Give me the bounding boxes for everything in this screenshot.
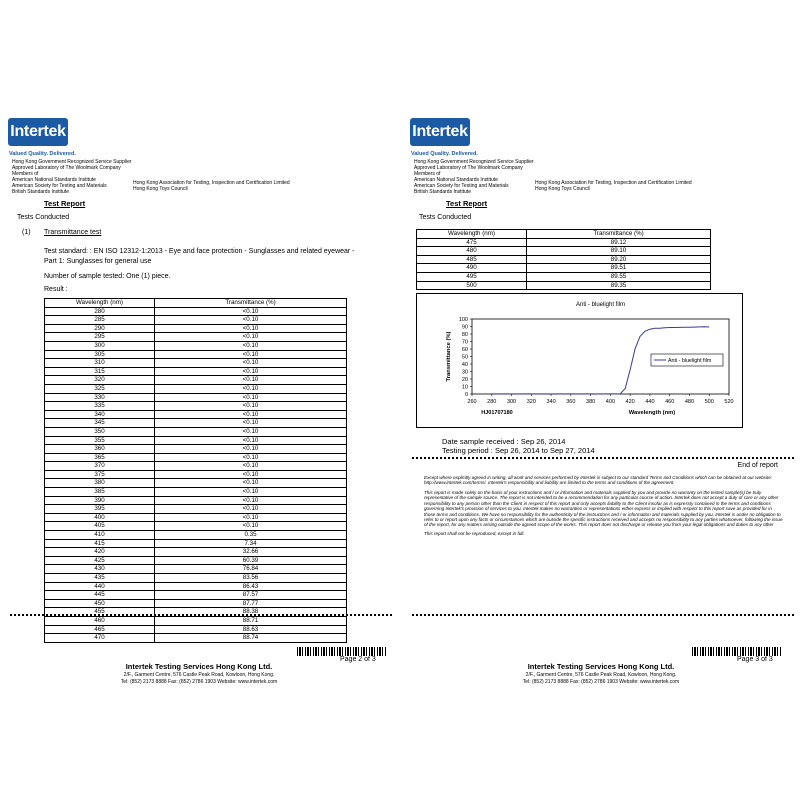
table-row <box>45 341 347 350</box>
header-line: Approved Laboratory of The Woolmark Company <box>414 165 523 171</box>
table-row <box>45 634 347 643</box>
transmittance-cell: <0.10 <box>155 436 347 445</box>
transmittance-cell: <0.10 <box>155 333 347 342</box>
report-title: Test Report <box>446 199 488 208</box>
transmittance-cell: <0.10 <box>155 410 347 419</box>
sample-count: Number of sample tested: One (1) piece. <box>44 273 171 280</box>
table-row <box>417 264 711 273</box>
wavelength-cell: 305 <box>45 350 155 359</box>
header-line: Hong Kong Government Recognized Service Supplier <box>414 159 534 165</box>
report-page-3 <box>402 0 800 800</box>
transmittance-cell: 89.20 <box>527 255 711 264</box>
header-line: Members of <box>12 171 39 177</box>
x-tick-label: 500 <box>704 399 714 405</box>
header-line: Approved Laboratory of The Woolmark Company <box>12 165 121 171</box>
wavelength-cell: 345 <box>45 419 155 428</box>
x-tick-label: 320 <box>526 399 536 405</box>
transmittance-cell: 89.12 <box>527 238 711 247</box>
transmittance-cell: <0.10 <box>155 427 347 436</box>
transmittance-cell: 89.55 <box>527 272 711 281</box>
wavelength-cell: 290 <box>45 324 155 333</box>
wavelength-cell: 340 <box>45 410 155 419</box>
x-tick-label: 400 <box>605 399 615 405</box>
table-row <box>45 565 347 574</box>
transmittance-cell: <0.10 <box>155 324 347 333</box>
wavelength-cell: 395 <box>45 505 155 514</box>
transmittance-cell: <0.10 <box>155 350 347 359</box>
x-tick-label: 520 <box>724 399 734 405</box>
table-row <box>45 436 347 445</box>
table-row <box>45 453 347 462</box>
table-row <box>417 272 711 281</box>
header-line: American National Standards Institute <box>414 177 498 183</box>
wavelength-cell: 315 <box>45 367 155 376</box>
column-header: Transmittance (%) <box>155 299 347 308</box>
transmittance-cell: 0.35 <box>155 531 347 540</box>
wavelength-cell: 475 <box>417 238 527 247</box>
table-row <box>45 625 347 634</box>
disclaimer-reproduction: This report shall not be reproduced, except in full. <box>424 531 525 536</box>
x-tick-label: 340 <box>546 399 556 405</box>
wavelength-cell: 335 <box>45 402 155 411</box>
transmittance-cell: 89.51 <box>527 264 711 273</box>
y-tick-label: 90 <box>461 324 468 331</box>
disclaimer-liability: This report is made solely on the basis of your instructions and / or information and materials supplied by you and provide no warranty on the tested sample(s) be truly representative of the sample source. The report is not intended to be a recommendation for any particular course of action. Intertek does not accept a duty of care or any other responsibility to any person other than the Client in respect of this report and only accepts liability to the Client insofar as is expressly contained in the terms and conditions governing Intertek's provision of services to you. Intertek makes no warranties or representations either express or implied with respect to this report save as provided for in those terms and conditions. We have no responsibility for the authenticity of the instructions and / or information and materials supplied by you. Intertek is under no obligation to refer to or report upon any facts or circumstances which are outside the specific instructions received and accepts no responsibility to any parties whatsoever, following the issue of the report, for any matters arising outside the agreed scope of the works. This report does not discharge or release you from your legal obligations and duties to any other <box>424 490 783 527</box>
wavelength-cell: 390 <box>45 496 155 505</box>
header-right-line: Hong Kong Association for Testing, Inspection and Certification Limited <box>535 180 692 186</box>
wavelength-cell: 355 <box>45 436 155 445</box>
transmittance-cell: 60.39 <box>155 556 347 565</box>
wavelength-cell: 350 <box>45 427 155 436</box>
wavelength-cell: 310 <box>45 359 155 368</box>
transmittance-cell: <0.10 <box>155 488 347 497</box>
header-line: British Standards Institute <box>12 189 69 195</box>
transmittance-cell: 88.38 <box>155 608 347 617</box>
wavelength-cell: 380 <box>45 479 155 488</box>
wavelength-cell: 295 <box>45 333 155 342</box>
column-header: Wavelength (nm) <box>417 230 527 239</box>
transmittance-cell: <0.10 <box>155 453 347 462</box>
barcode <box>692 647 782 656</box>
wavelength-cell: 300 <box>45 341 155 350</box>
dotted-divider <box>412 614 794 616</box>
y-tick-label: 20 <box>461 377 468 383</box>
transmittance-cell: <0.10 <box>155 367 347 376</box>
transmittance-table <box>44 298 347 643</box>
date-received: Date sample received : Sep 26, 2014 <box>442 437 566 446</box>
intertek-logo: Intertek <box>410 118 470 146</box>
transmittance-cell: <0.10 <box>155 341 347 350</box>
wavelength-cell: 365 <box>45 453 155 462</box>
y-tick-label: 100 <box>458 317 468 323</box>
table-row <box>45 384 347 393</box>
table-row <box>45 359 347 368</box>
table-row <box>45 582 347 591</box>
page-number: Page 2 of 3 <box>340 656 376 663</box>
wavelength-cell: 480 <box>417 247 527 256</box>
y-tick-label: 50 <box>461 354 468 361</box>
legend-label: Anti - bluelight film <box>668 358 712 364</box>
wavelength-cell: 320 <box>45 376 155 385</box>
wavelength-cell: 500 <box>417 281 527 290</box>
y-tick-label: 40 <box>461 362 468 368</box>
wavelength-cell: 445 <box>45 591 155 600</box>
test-standard: Test standard: : EN ISO 12312-1:2013 - Eye and face protection - Sunglasses and related eyewear - Part 1: Sunglasses for general use <box>44 248 355 265</box>
transmittance-chart <box>416 293 743 428</box>
table-row <box>45 427 347 436</box>
wavelength-cell: 405 <box>45 522 155 531</box>
header-line: British Standards Institute <box>414 189 471 195</box>
table-row <box>45 470 347 479</box>
table-row <box>417 247 711 256</box>
transmittance-cell: <0.10 <box>155 479 347 488</box>
table-row <box>45 591 347 600</box>
table-row <box>417 255 711 264</box>
transmittance-cell: 88.63 <box>155 625 347 634</box>
table-row <box>45 410 347 419</box>
column-header: Wavelength (nm) <box>45 299 155 308</box>
transmittance-cell: <0.10 <box>155 359 347 368</box>
transmittance-cell: <0.10 <box>155 513 347 522</box>
wavelength-cell: 430 <box>45 565 155 574</box>
wavelength-cell: 435 <box>45 574 155 583</box>
table-row <box>45 522 347 531</box>
tests-conducted-heading: Tests Conducted <box>17 214 70 221</box>
header-line: American National Standards Institute <box>12 177 96 183</box>
x-tick-label: 380 <box>586 399 596 405</box>
wavelength-cell: 450 <box>45 599 155 608</box>
tests-conducted-heading: Tests Conducted <box>419 214 472 221</box>
footer-address: 2/F., Garment Centre, 576 Castle Peak Road, Kowloon, Hong Kong. <box>123 672 275 678</box>
wavelength-cell: 490 <box>417 264 527 273</box>
y-tick-label: 30 <box>461 369 468 376</box>
x-tick-label: 360 <box>566 399 576 405</box>
wavelength-cell: 385 <box>45 488 155 497</box>
y-tick-label: 60 <box>461 347 468 353</box>
wavelength-cell: 485 <box>417 255 527 264</box>
wavelength-cell: 375 <box>45 470 155 479</box>
transmittance-cell: 32.66 <box>155 548 347 557</box>
result-label: Result : <box>44 286 68 293</box>
table-row <box>45 316 347 325</box>
transmittance-cell: 83.56 <box>155 574 347 583</box>
transmittance-cell: <0.10 <box>155 445 347 454</box>
wavelength-cell: 360 <box>45 445 155 454</box>
y-tick-label: 70 <box>461 339 468 346</box>
chart-title: Anti - bluelight film <box>575 302 626 308</box>
dotted-divider <box>412 457 794 459</box>
table-row <box>45 307 347 316</box>
transmittance-table-continued <box>416 229 711 290</box>
header-line: American Society for Testing and Materials <box>12 183 107 189</box>
wavelength-cell: 420 <box>45 548 155 557</box>
transmittance-cell: <0.10 <box>155 462 347 471</box>
wavelength-cell: 465 <box>45 625 155 634</box>
table-row <box>45 402 347 411</box>
x-tick-label: 260 <box>467 399 477 405</box>
table-row <box>45 479 347 488</box>
wavelength-cell: 400 <box>45 513 155 522</box>
footer-company: Intertek Testing Services Hong Kong Ltd. <box>527 662 675 671</box>
header-line: Members of <box>414 171 441 177</box>
wavelength-cell: 440 <box>45 582 155 591</box>
footer-contact: Tel: (852) 2173 8888 Fax: (852) 2786 1903 Website: www.intertek.com <box>120 679 278 685</box>
wavelength-cell: 280 <box>45 307 155 316</box>
section-title: Transmittance test <box>44 229 102 236</box>
header-right-line: Hong Kong Toys Council <box>535 186 590 192</box>
table-row <box>45 445 347 454</box>
transmittance-cell: <0.10 <box>155 496 347 505</box>
transmittance-cell: 87.57 <box>155 591 347 600</box>
table-row <box>45 324 347 333</box>
table-row <box>45 556 347 565</box>
transmittance-cell: <0.10 <box>155 316 347 325</box>
x-tick-label: 280 <box>487 399 497 405</box>
table-row <box>45 513 347 522</box>
table-row <box>45 462 347 471</box>
wavelength-cell: 460 <box>45 616 155 625</box>
page-number: Page 3 of 3 <box>737 656 773 663</box>
table-row <box>45 505 347 514</box>
x-tick-label: 300 <box>506 399 517 405</box>
intertek-logo: Intertek <box>8 118 68 146</box>
header-line: American Society for Testing and Materials <box>414 183 509 189</box>
x-tick-label: 440 <box>645 399 655 405</box>
footer-company: Intertek Testing Services Hong Kong Ltd. <box>125 662 273 671</box>
x-axis-label: Wavelength (nm) <box>628 410 676 416</box>
wavelength-cell: 470 <box>45 634 155 643</box>
barcode <box>297 647 387 656</box>
x-tick-label: 480 <box>684 399 695 405</box>
wavelength-cell: 330 <box>45 393 155 402</box>
transmittance-cell: 87.77 <box>155 599 347 608</box>
transmittance-cell: <0.10 <box>155 419 347 428</box>
report-page-2 <box>0 0 398 800</box>
tagline: Valued Quality. Delivered. <box>9 151 76 157</box>
wavelength-cell: 415 <box>45 539 155 548</box>
footer-address: 2/F., Garment Centre, 576 Castle Peak Road, Kowloon, Hong Kong. <box>525 672 677 678</box>
table-row <box>45 367 347 376</box>
header-right-line: Hong Kong Association for Testing, Inspection and Certification Limited <box>133 180 290 186</box>
report-title: Test Report <box>44 199 86 208</box>
wavelength-cell: 325 <box>45 384 155 393</box>
table-row <box>45 333 347 342</box>
transmittance-cell: 86.43 <box>155 582 347 591</box>
transmittance-cell: <0.10 <box>155 402 347 411</box>
table-row <box>45 539 347 548</box>
table-row <box>45 393 347 402</box>
transmittance-cell: <0.10 <box>155 376 347 385</box>
table-row <box>45 599 347 608</box>
table-row <box>45 350 347 359</box>
table-row <box>45 376 347 385</box>
transmittance-cell: <0.10 <box>155 470 347 479</box>
transmittance-cell: 89.35 <box>527 281 711 290</box>
end-of-report: End of report <box>737 462 778 469</box>
transmittance-cell: <0.10 <box>155 393 347 402</box>
chart-svg <box>417 294 742 427</box>
transmittance-cell: <0.10 <box>155 384 347 393</box>
table-row <box>45 488 347 497</box>
table-row <box>45 616 347 625</box>
tagline: Valued Quality. Delivered. <box>411 151 478 157</box>
transmittance-cell: <0.10 <box>155 307 347 316</box>
table-row <box>417 238 711 247</box>
wavelength-cell: 455 <box>45 608 155 617</box>
table-row <box>45 419 347 428</box>
y-tick-label: 10 <box>461 384 468 391</box>
table-row <box>45 531 347 540</box>
transmittance-cell: <0.10 <box>155 522 347 531</box>
x-tick-label: 420 <box>625 399 635 405</box>
disclaimer-terms: Except where explicitly agreed in writing, all work and services performed by Intertek is subject to our standard Terms and Conditions which can be obtained at our website: http://www.intertek.com/terms/. Intertek's responsibility and liability are limited to the terms and conditions of the agreement. <box>424 475 773 486</box>
transmittance-cell: 7.34 <box>155 539 347 548</box>
sample-id-label: HJ01707180 <box>481 410 513 416</box>
wavelength-cell: 425 <box>45 556 155 565</box>
testing-period: Testing period : Sep 26, 2014 to Sep 27, 2014 <box>442 446 595 455</box>
table-row <box>45 496 347 505</box>
header-right-line: Hong Kong Toys Council <box>133 186 188 192</box>
dotted-divider <box>10 614 392 616</box>
header-line: Hong Kong Government Recognized Service Supplier <box>12 159 132 165</box>
y-axis-label: Transmittance (%) <box>446 331 452 382</box>
transmittance-cell: <0.10 <box>155 505 347 514</box>
column-header: Transmittance (%) <box>527 230 711 239</box>
section-number: (1) <box>22 229 31 236</box>
transmittance-cell: 88.74 <box>155 634 347 643</box>
table-row <box>45 574 347 583</box>
wavelength-cell: 370 <box>45 462 155 471</box>
table-row <box>417 281 711 290</box>
wavelength-cell: 285 <box>45 316 155 325</box>
table-row <box>45 548 347 557</box>
footer-contact: Tel: (852) 2173 8888 Fax: (852) 2786 1903 Website: www.intertek.com <box>522 679 680 685</box>
y-tick-label: 0 <box>464 392 468 398</box>
wavelength-cell: 495 <box>417 272 527 281</box>
transmittance-cell: 89.10 <box>527 247 711 256</box>
y-tick-label: 80 <box>461 332 468 338</box>
wavelength-cell: 410 <box>45 531 155 540</box>
x-tick-label: 460 <box>665 399 675 405</box>
transmittance-cell: 76.84 <box>155 565 347 574</box>
transmittance-cell: 88.71 <box>155 616 347 625</box>
